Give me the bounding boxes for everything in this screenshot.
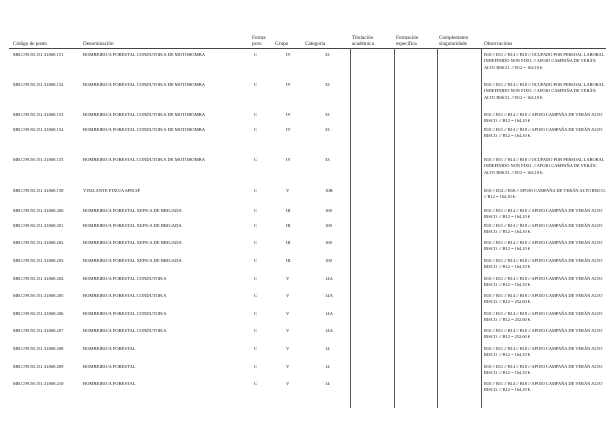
cell-codigo: MR.C99.58.151.31868.152 bbox=[13, 82, 64, 87]
cell-codigo: MR.C99.58.151.31868.202 bbox=[13, 240, 64, 245]
cell-grupo: V bbox=[286, 364, 290, 369]
header-forma: Forma prov. bbox=[252, 35, 266, 47]
cell-categoria: 14A bbox=[325, 293, 333, 298]
cell-observacions: B10 // B11 // B14 // B18 // OCUPADO POR PERSOAL LABORAL INDEFINIDO NON FIXO. // APOIO CAMPAÑA DE VERÁN ALTO RISCO. // B12 = 164,10 €. bbox=[484, 82, 605, 100]
cell-forma: C bbox=[254, 208, 258, 213]
cell-codigo: MR.C99.58.151.31868.206 bbox=[13, 311, 64, 316]
cell-categoria: 14A bbox=[325, 276, 333, 281]
cell-observacions: B10 // B11 // B14 // B18 // APOIO CAMPAÑA DE VERÁN ALTO RISCO. // B12 = 252,60 €. bbox=[484, 328, 603, 340]
cell-codigo: MR.C99.58.151.31868.210 bbox=[13, 381, 64, 386]
cell-forma: C bbox=[254, 223, 258, 228]
cell-denominacion: BOMBEIRO/A FORESTAL bbox=[83, 364, 136, 369]
header-formacion: Formación específica bbox=[396, 35, 419, 47]
cell-grupo: V bbox=[286, 311, 290, 316]
header-complemento: Complemento singularidade bbox=[439, 35, 469, 47]
cell-categoria: 100 bbox=[325, 223, 332, 228]
cell-observacions: B10 // B11 // B14 // B18 // APOIO CAMPAÑA DE VERÁN ALTO RISCO. // B12 = 164,10 €. bbox=[484, 276, 603, 288]
cell-codigo: MR.C99.58.151.31868.205 bbox=[13, 293, 64, 298]
cell-denominacion: BOMBEIRO/A FORESTAL XEFE/A DE BRIGADA bbox=[83, 223, 182, 228]
cell-forma: C bbox=[254, 240, 258, 245]
cell-grupo: IV bbox=[286, 112, 291, 117]
cell-forma: C bbox=[254, 188, 258, 193]
cell-grupo: IV bbox=[286, 157, 291, 162]
cell-categoria: 100 bbox=[325, 258, 332, 263]
cell-codigo: MR.C99.58.151.31868.154 bbox=[13, 127, 64, 132]
cell-forma: C bbox=[254, 52, 258, 57]
cell-grupo: V bbox=[286, 346, 290, 351]
cell-observacions: B10 // B14 // B18 // APOIO CAMPAÑA DE VERÁN ALTO RISCO. // B12 = 164,10 €. bbox=[484, 188, 606, 200]
cell-codigo: MR.C99.58.151.31868.201 bbox=[13, 223, 64, 228]
cell-codigo: MR.C99.58.151.31868.208 bbox=[13, 346, 64, 351]
header-titulacion: Titulación académica bbox=[352, 35, 374, 47]
cell-codigo: MR.C99.58.151.31868.151 bbox=[13, 52, 64, 57]
cell-observacions: B10 // B11 // B14 // B18 // APOIO CAMPAÑA DE VERÁN ALTO RISCO. // B12 = 164,10 €. bbox=[484, 364, 603, 376]
cell-denominacion: BOMBEIRO/A FORESTAL CONDUTOR/A DE MOTOBOMBA bbox=[83, 127, 206, 132]
cell-codigo: MR.C99.58.151.31868.155 bbox=[13, 157, 64, 162]
cell-categoria: 10B bbox=[325, 188, 333, 193]
cell-denominacion: BOMBEIRO/A FORESTAL CONDUTOR/A bbox=[83, 276, 167, 281]
cell-forma: C bbox=[254, 311, 258, 316]
cell-forma: C bbox=[254, 328, 258, 333]
cell-grupo: III bbox=[286, 223, 291, 228]
cell-denominacion: BOMBEIRO/A FORESTAL XEFE/A DE BRIGADA bbox=[83, 240, 182, 245]
cell-denominacion: BOMBEIRO/A FORESTAL CONDUTOR/A DE MOTOBOMBA bbox=[83, 52, 206, 57]
cell-grupo: III bbox=[286, 258, 291, 263]
cell-forma: C bbox=[254, 364, 258, 369]
cell-forma: C bbox=[254, 127, 258, 132]
cell-observacions: B10 // B11 // B14 // B18 // APOIO CAMPAÑA DE VERÁN ALTO RISCO. // B12 = 164,10 €. bbox=[484, 112, 603, 124]
cell-categoria: 14 bbox=[325, 364, 330, 369]
cell-denominacion: VIXILANTE FIXO/A SPECIF bbox=[83, 188, 141, 193]
cell-categoria: 14 bbox=[325, 381, 330, 386]
cell-forma: C bbox=[254, 157, 258, 162]
cell-observacions: B10 // B11 // B14 // B18 // APOIO CAMPAÑA DE VERÁN ALTO RISCO. // B12 = 252,60 €. bbox=[484, 293, 603, 305]
cell-codigo: MR.C99.58.151.31868.203 bbox=[13, 258, 64, 263]
cell-observacions: B10 // B11 // B14 // B18 // OCUPADO POR PERSOAL LABORAL INDEFINIDO NON FIXO. // APOIO CAMPAÑA DE VERÁN ALTO RISCO. // B12 = 164,10 €. bbox=[484, 52, 605, 70]
cell-observacions: B10 // B11 // B14 // B18 // OCUPADO POR PERSOAL LABORAL INDEFINIDO NON FIXO. // APOIO CAMPAÑA DE VERÁN ALTO RISCO. // B12 = 164,10 €. bbox=[484, 157, 605, 175]
cell-codigo: MR.C99.58.151.31868.207 bbox=[13, 328, 64, 333]
cell-codigo: MR.C99.58.151.31868.200 bbox=[13, 208, 64, 213]
header-observacions: Observacións bbox=[484, 41, 513, 47]
cell-categoria: 100 bbox=[325, 208, 332, 213]
cell-denominacion: BOMBEIRO/A FORESTAL CONDUTOR/A DE MOTOBOMBA bbox=[83, 82, 206, 87]
cell-observacions: B10 // B11 // B14 // B18 // APOIO CAMPAÑA DE VERÁN ALTO RISCO. // B12 = 164,10 €. bbox=[484, 240, 603, 252]
cell-observacions: B10 // B11 // B14 // B18 // APOIO CAMPAÑA DE VERÁN ALTO RISCO. // B12 = 164,10 €. bbox=[484, 223, 603, 235]
cell-forma: C bbox=[254, 276, 258, 281]
cell-denominacion: BOMBEIRO/A FORESTAL bbox=[83, 381, 136, 386]
cell-grupo: IV bbox=[286, 127, 291, 132]
cell-observacions: B10 // B11 // B14 // B18 // APOIO CAMPAÑA DE VERÁN ALTO RISCO. // B12 = 164,10 €. bbox=[484, 208, 603, 220]
cell-grupo: V bbox=[286, 328, 290, 333]
cell-forma: C bbox=[254, 82, 258, 87]
cell-categoria: 100 bbox=[325, 240, 332, 245]
cell-observacions: B10 // B11 // B14 // B18 // APOIO CAMPAÑA DE VERÁN ALTO RISCO. // B12 = 252,60 €. bbox=[484, 311, 603, 323]
cell-codigo: MR.C99.58.151.31868.153 bbox=[13, 112, 64, 117]
cell-forma: C bbox=[254, 381, 258, 386]
cell-codigo: MR.C99.58.151.31868.158 bbox=[13, 188, 64, 193]
cell-grupo: V bbox=[286, 293, 290, 298]
cell-grupo: III bbox=[286, 208, 291, 213]
header-grupo: Grupo bbox=[275, 41, 289, 47]
cell-categoria: 33 bbox=[325, 82, 330, 87]
cell-denominacion: BOMBEIRO/A FORESTAL CONDUTOR/A bbox=[83, 328, 167, 333]
cell-grupo: V bbox=[286, 188, 290, 193]
cell-observacions: B10 // B11 // B14 // B18 // APOIO CAMPAÑA DE VERÁN ALTO RISCO. // B12 = 164,10 €. bbox=[484, 258, 603, 270]
cell-forma: C bbox=[254, 346, 258, 351]
cell-grupo: IV bbox=[286, 82, 291, 87]
cell-denominacion: BOMBEIRO/A FORESTAL CONDUTOR/A DE MOTOBOMBA bbox=[83, 112, 206, 117]
cell-observacions: B10 // B11 // B14 // B18 // APOIO CAMPAÑA DE VERÁN ALTO RISCO. // B12 = 164,10 €. bbox=[484, 381, 603, 393]
cell-codigo: MR.C99.58.151.31868.204 bbox=[13, 276, 64, 281]
cell-denominacion: BOMBEIRO/A FORESTAL CONDUTOR/A bbox=[83, 311, 167, 316]
cell-categoria: 33 bbox=[325, 157, 330, 162]
cell-forma: C bbox=[254, 112, 258, 117]
cell-grupo: V bbox=[286, 276, 290, 281]
cell-denominacion: BOMBEIRO/A FORESTAL CONDUTOR/A DE MOTOBOMBA bbox=[83, 157, 206, 162]
cell-observacions: B10 // B11 // B14 // B18 // APOIO CAMPAÑA DE VERÁN ALTO RISCO. // B12 = 164,10 €. bbox=[484, 127, 603, 139]
cell-grupo: III bbox=[286, 240, 291, 245]
cell-categoria: 33 bbox=[325, 127, 330, 132]
cell-denominacion: BOMBEIRO/A FORESTAL bbox=[83, 346, 136, 351]
table-row bbox=[0, 82, 615, 106]
header-categoria: Categoría bbox=[305, 41, 326, 47]
table-row bbox=[0, 381, 615, 405]
table-row bbox=[0, 52, 615, 76]
cell-categoria: 33 bbox=[325, 52, 330, 57]
cell-forma: C bbox=[254, 293, 258, 298]
table-row bbox=[0, 157, 615, 181]
header-denominacion: Denominación bbox=[83, 41, 114, 47]
header-codigo: Código de posto bbox=[13, 41, 48, 47]
cell-denominacion: BOMBEIRO/A FORESTAL CONDUTOR/A bbox=[83, 293, 167, 298]
header-rule bbox=[9, 48, 606, 49]
cell-grupo: IV bbox=[286, 52, 291, 57]
cell-denominacion: BOMBEIRO/A FORESTAL XEFE/A DE BRIGADA bbox=[83, 258, 182, 263]
cell-categoria: 14A bbox=[325, 311, 333, 316]
table-header bbox=[0, 0, 615, 48]
cell-observacions: B10 // B11 // B14 // B18 // APOIO CAMPAÑA DE VERÁN ALTO RISCO. // B12 = 164,10 €. bbox=[484, 346, 603, 358]
cell-categoria: 33 bbox=[325, 112, 330, 117]
cell-forma: C bbox=[254, 258, 258, 263]
cell-codigo: MR.C99.58.151.31868.209 bbox=[13, 364, 64, 369]
cell-denominacion: BOMBEIRO/A FORESTAL XEFE/A DE BRIGADA bbox=[83, 208, 182, 213]
cell-categoria: 14 bbox=[325, 346, 330, 351]
cell-grupo: V bbox=[286, 381, 290, 386]
table-row bbox=[0, 127, 615, 151]
cell-categoria: 14A bbox=[325, 328, 333, 333]
